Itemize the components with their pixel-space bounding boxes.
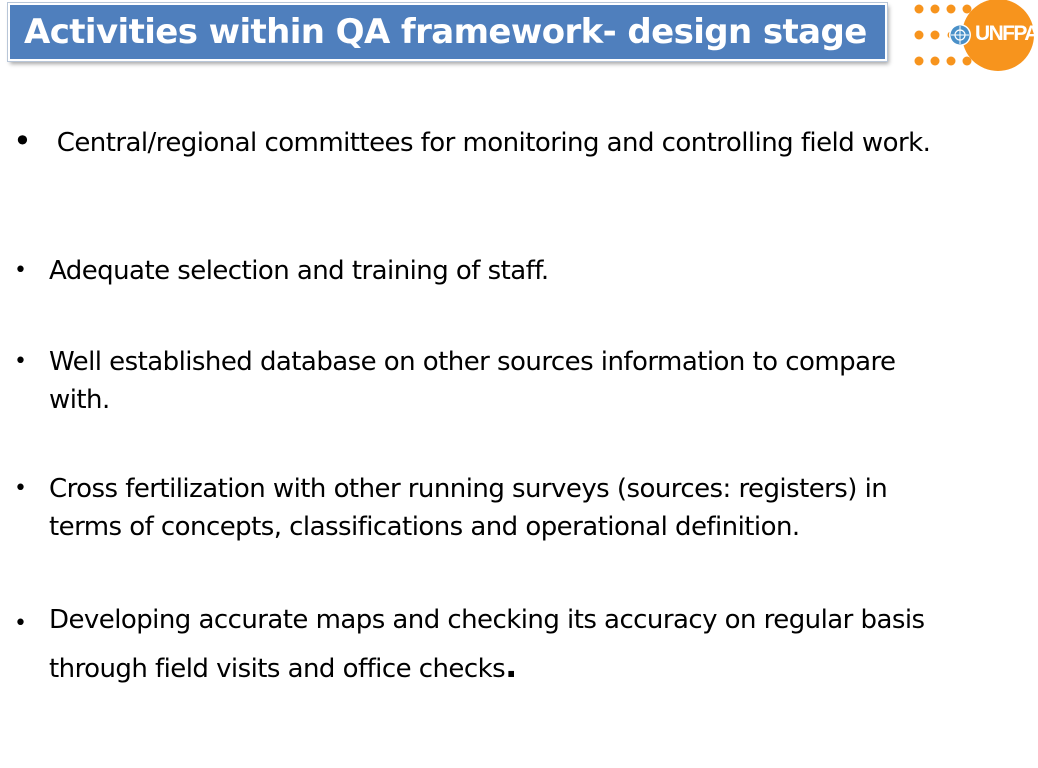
bullet-marker: • xyxy=(14,258,27,283)
bullet-text: Well established database on other sources information to compare with. xyxy=(49,347,896,415)
unfpa-logo-text: UNFPA xyxy=(975,22,1038,45)
un-emblem-icon xyxy=(949,24,971,46)
bullet-trailing-period: . xyxy=(505,647,517,685)
bullet-marker: • xyxy=(14,349,27,374)
slide-title: Activities within QA framework- design stage xyxy=(24,12,867,52)
slide-title-bar xyxy=(8,3,887,61)
bullet-text-wrap xyxy=(49,597,959,692)
bullet-marker: • xyxy=(14,476,27,501)
unfpa-logo xyxy=(906,0,1038,72)
bullet-marker: • xyxy=(13,122,32,160)
bullet-text: Developing accurate maps and checking its accuracy on regular basis through field visits and office checks xyxy=(49,605,925,684)
bullet-marker: • xyxy=(14,611,27,636)
bullet-text: Central/regional committees for monitoring and controlling field work. xyxy=(49,128,931,158)
bullet-text: Adequate selection and training of staff. xyxy=(49,256,549,286)
bullet-text: Cross fertilization with other running surveys (sources: registers) in terms of concepts, classifications and operational definition. xyxy=(49,474,888,542)
